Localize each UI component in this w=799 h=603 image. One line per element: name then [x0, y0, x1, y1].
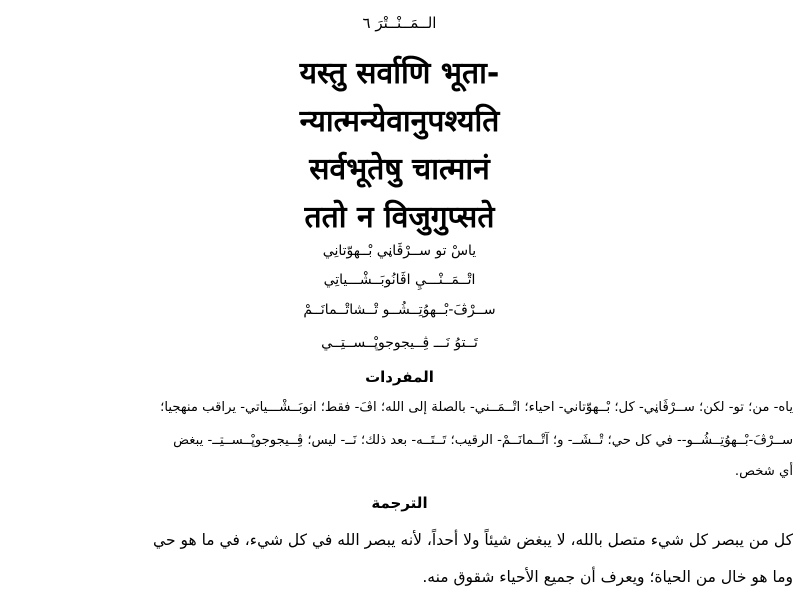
vocabulary-line-2: ســرْڤَ-بْــهوُتِــشُــو-- في كل حي؛ تْــشَــ- و؛ آتْــمانَــمْ- الرقيب؛ تَــتَــه- بعد ذلك؛ نَــ- ليس؛ ڤِــيجوجوپْــســتِــ- يبغض: [173, 433, 793, 448]
vocabulary-line-1: ياه- من؛ تو- لكن؛ ســرْڤَاڼي- كل؛ بْــهوّتاني- احياء؛ اتْــمَــني- بالصلة إلى الله؛ اڤَ- فقط؛ انوبَــشْـــياتي- يراقب منهجيا؛: [160, 400, 793, 415]
translation-line-2: وما هو خال من الحياة؛ ويعرف أن جميع الأحياء شقوق منه.: [422, 568, 793, 586]
vocabulary-line-3: أي شخص.: [734, 464, 793, 479]
vocabulary-heading: المفردات: [365, 368, 434, 386]
translation-heading: الترجمة: [371, 494, 428, 512]
sanskrit-line-1: यस्तु सर्वाणि भूता-: [299, 56, 500, 91]
transliteration-line-1: ياسْ تو ســرْڤَاڼي بْــهوّتانِي: [322, 243, 477, 259]
transliteration-line-3: ســرْڤَ-بْــهوُتِــشُــو تْــشاتْــمانَــمْ: [303, 302, 496, 318]
sanskrit-line-2: न्यात्मन्येवानुपश्यति: [299, 104, 500, 139]
sanskrit-line-4: ततो न विजुगुप्सते: [304, 200, 495, 235]
transliteration-line-2: اتْــمَــنْـــيِ اڤَانُوبَــشْـــياتِي: [323, 272, 476, 288]
transliteration-line-4: تَــتوُ نَـــ ڤِــيجوجوپْــســتِــي: [321, 335, 478, 351]
mantra-number: الــمَــنْــتْرَ ٦: [362, 14, 437, 32]
translation-line-1: كل من يبصر كل شيء متصل بالله، لا يبغض شيئاً ولا أحداً، لأنه يبصر الله في كل شيء، في ما هو حي: [153, 531, 793, 549]
sanskrit-line-3: सर्वभूतेषु चात्मानं: [309, 152, 490, 187]
